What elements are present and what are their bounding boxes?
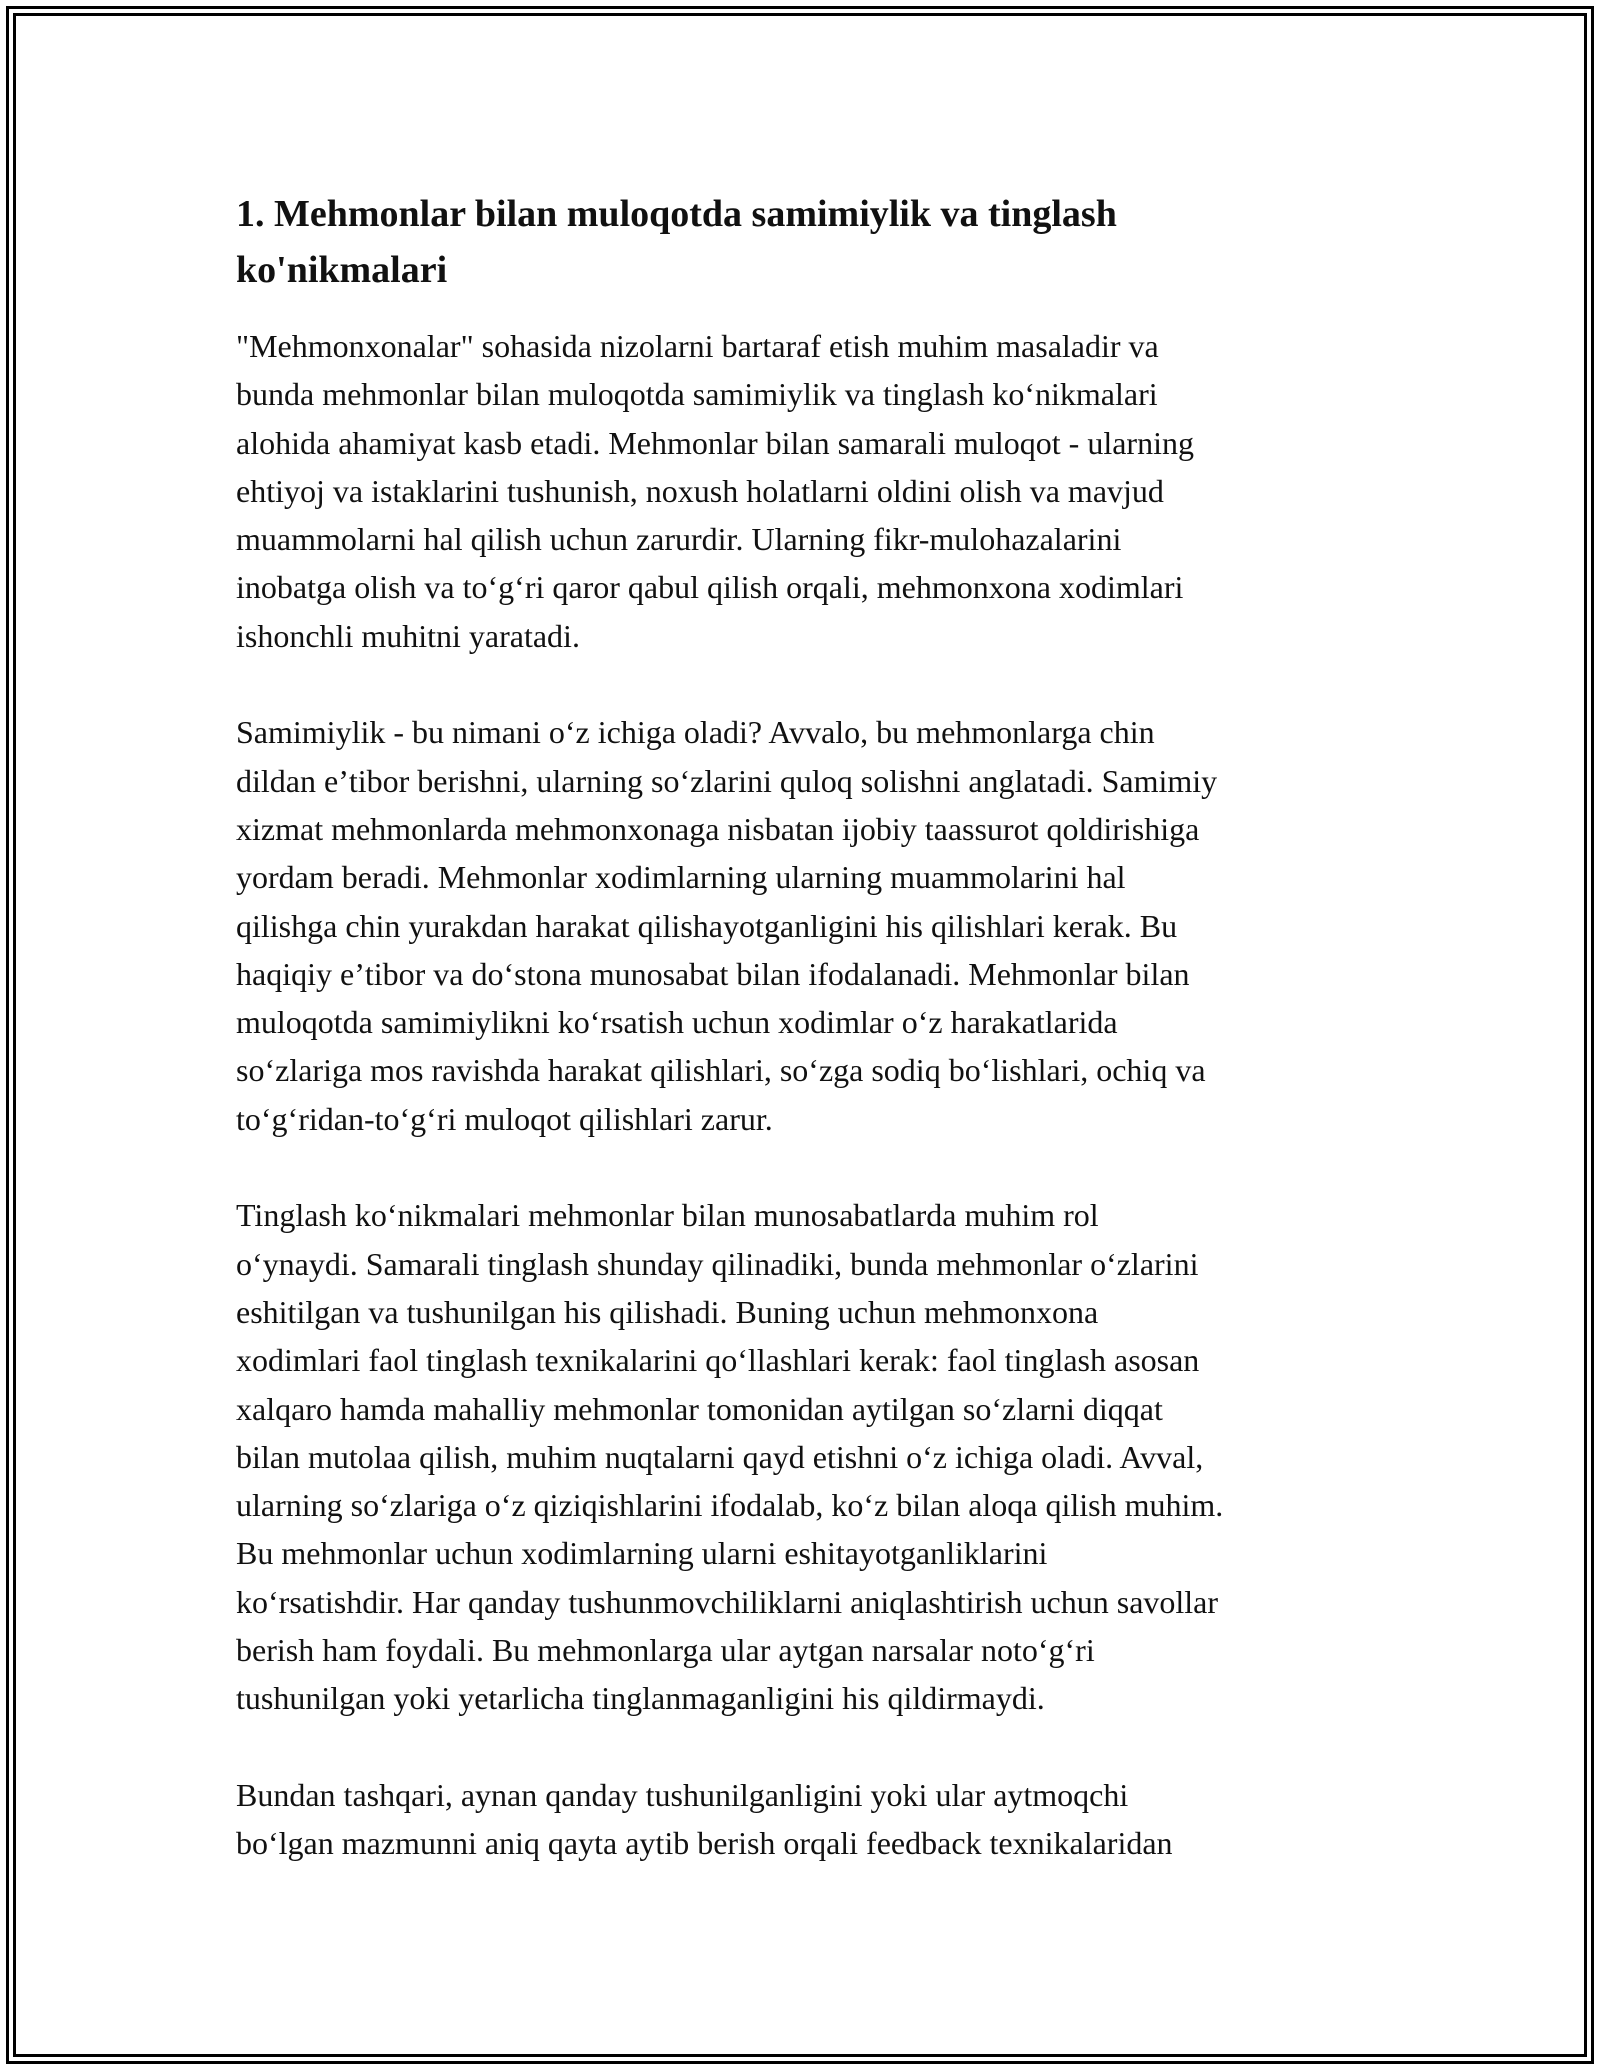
text-line: ularning soʻzlariga oʻz qiziqishlarini ifodalab, koʻz bilan aloqa qilish muhim. bbox=[236, 1487, 1224, 1524]
text-line: oʻynaydi. Samarali tinglash shunday qilinadiki, bunda mehmonlar oʻzlarini bbox=[236, 1245, 1199, 1282]
text-line: yordam beradi. Mehmonlar xodimlarning ularning muammolarini hal bbox=[236, 859, 1126, 896]
section-heading-line: 1. Mehmonlar bilan muloqotda samimiylik va tinglash bbox=[236, 193, 1117, 235]
text-line: eshitilgan va tushunilgan his qilishadi. Buning uchun mehmonxona bbox=[236, 1293, 1099, 1330]
text-line: ehtiyoj va istaklarini tushunish, noxush holatlarni oldini olish va mavjud bbox=[236, 472, 1164, 509]
text-line: qilishga chin yurakdan harakat qilishayotganligini his qilishlari kerak. Bu bbox=[236, 907, 1178, 944]
text-line: Tinglash koʻnikmalari mehmonlar bilan munosabatlarda muhim rol bbox=[236, 1197, 1099, 1234]
text-line: xodimlari faol tinglash texnikalarini qoʻllashlari kerak: faol tinglash asosan bbox=[236, 1342, 1200, 1379]
text-line: dildan eʼtibor berishni, ularning soʻzlarini quloq solishni anglatadi. Samimiy bbox=[236, 762, 1218, 799]
paragraph-feedback bbox=[236, 1771, 1376, 1868]
paragraph-listening-skills bbox=[236, 1191, 1376, 1722]
text-line: Samimiylik - bu nimani oʻz ichiga oladi? Avvalo, bu mehmonlarga chin bbox=[236, 714, 1155, 751]
text-line: alohida ahamiyat kasb etadi. Mehmonlar bilan samarali muloqot - ularning bbox=[236, 424, 1194, 461]
text-line: Bundan tashqari, aynan qanday tushunilganligini yoki ular aytmoqchi bbox=[236, 1776, 1129, 1813]
text-line: ishonchli muhitni yaratadi. bbox=[236, 617, 580, 654]
text-line: inobatga olish va toʻgʻri qaror qabul qilish orqali, mehmonxona xodimlari bbox=[236, 569, 1184, 606]
text-line: soʻzlariga mos ravishda harakat qilishlari, soʻzga sodiq boʻlishlari, ochiq va bbox=[236, 1052, 1206, 1089]
text-line: bilan mutolaa qilish, muhim nuqtalarni qayd etishni oʻz ichiga oladi. Avval, bbox=[236, 1438, 1204, 1475]
text-line: bunda mehmonlar bilan muloqotda samimiylik va tinglash koʻnikmalari bbox=[236, 376, 1158, 413]
section-heading-line: ko'nikmalari bbox=[236, 249, 448, 291]
text-line: toʻgʻridan-toʻgʻri muloqot qilishlari zarur. bbox=[236, 1100, 773, 1137]
text-line: "Mehmonxonalar" sohasida nizolarni bartaraf etish muhim masaladir va bbox=[236, 328, 1159, 364]
text-line: tushunilgan yoki yetarlicha tinglanmaganligini his qildirmaydi. bbox=[236, 1680, 1045, 1717]
paragraph-sincerity bbox=[236, 708, 1376, 1143]
text-line: xalqaro hamda mahalliy mehmonlar tomonidan aytilgan soʻzlarni diqqat bbox=[236, 1390, 1163, 1427]
text-line: Bu mehmonlar uchun xodimlarning ularni eshitayotganliklarini bbox=[236, 1535, 1048, 1572]
text-line: boʻlgan mazmunni aniq qayta aytib berish orqali feedback texnikalaridan bbox=[236, 1825, 1173, 1862]
document-body bbox=[236, 186, 1376, 1868]
text-line: xizmat mehmonlarda mehmonxonaga nisbatan ijobiy taassurot qoldirishiga bbox=[236, 810, 1200, 847]
text-line: haqiqiy eʼtibor va doʻstona munosabat bilan ifodalanadi. Mehmonlar bilan bbox=[236, 955, 1190, 992]
paragraph-intro bbox=[236, 322, 1376, 660]
text-line: muammolarni hal qilish uchun zarurdir. Ularning fikr-mulohazalarini bbox=[236, 521, 1122, 558]
text-line: berish ham foydali. Bu mehmonlarga ular aytgan narsalar notoʻgʻri bbox=[236, 1632, 1095, 1669]
section-heading bbox=[236, 186, 1376, 298]
text-line: koʻrsatishdir. Har qanday tushunmovchiliklarni aniqlashtirish uchun savollar bbox=[236, 1583, 1219, 1620]
text-line: muloqotda samimiylikni koʻrsatish uchun xodimlar oʻz harakatlarida bbox=[236, 1004, 1118, 1041]
